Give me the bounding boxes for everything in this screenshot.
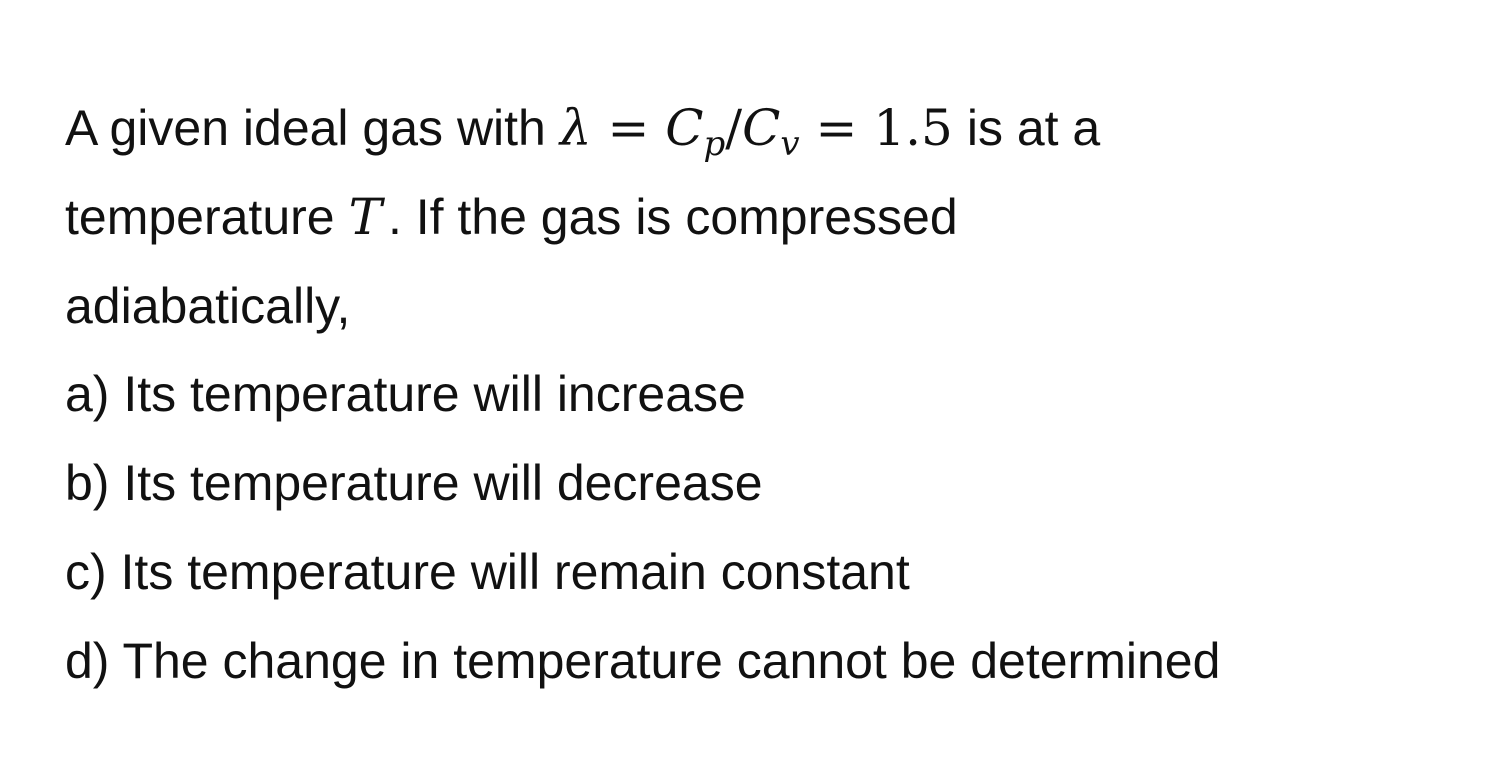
ratio-value: 1.5 [873, 99, 953, 157]
question-line-2 [65, 173, 1465, 262]
question-line2-suffix: . If the gas is compressed [387, 189, 958, 245]
equals-sign-1: = [591, 99, 666, 157]
cv-symbol: C [742, 99, 781, 157]
option-b: b) Its temperature will decrease [65, 455, 763, 511]
question-line-3: adiabatically, [65, 278, 351, 334]
cp-subscript: p [703, 124, 726, 164]
equals-sign-2: = [799, 99, 874, 157]
ratio-formula [559, 99, 953, 164]
option-c: c) Its temperature will remain constant [65, 544, 910, 600]
option-d: d) The change in temperature cannot be determined [65, 633, 1221, 689]
option-a: a) Its temperature will increase [65, 366, 746, 422]
cp-symbol: C [665, 99, 704, 157]
question-line2-prefix: temperature [65, 189, 335, 245]
temperature-symbol: T [348, 188, 382, 246]
lambda-symbol: λ [559, 99, 592, 157]
question-stem [65, 84, 1465, 351]
question-line-1 [65, 84, 1465, 173]
cv-subscript: v [780, 124, 800, 164]
division-slash: / [725, 99, 743, 157]
question-line1-prefix: A given ideal gas with [65, 100, 546, 156]
answer-options [65, 350, 1465, 706]
question-line1-suffix: is at a [966, 100, 1101, 156]
